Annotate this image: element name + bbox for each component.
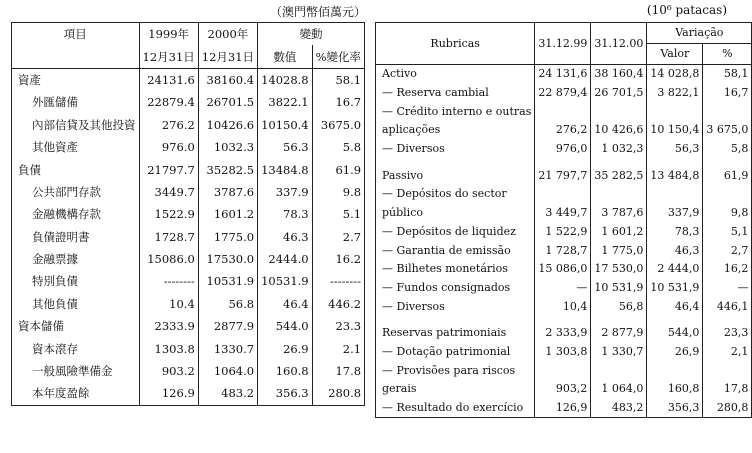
change-value: 2444.0 <box>258 248 313 270</box>
change-value: 56,3 <box>647 140 703 159</box>
table-row <box>12 91 365 113</box>
change-pct: 61.9 <box>312 158 364 180</box>
table-row <box>376 260 752 279</box>
value-2000: 35282.5 <box>198 158 257 180</box>
value-1999: 3 449,7 <box>535 204 591 223</box>
table-row <box>376 204 752 223</box>
header-variacao: Variação <box>647 23 752 44</box>
change-pct: 16,2 <box>703 260 752 279</box>
row-label: — Depósitos de liquidez <box>382 224 516 238</box>
row-label: — Fundos consignados <box>382 280 511 294</box>
row-label: aplicações <box>382 123 441 137</box>
value-2000: 2877.9 <box>198 315 257 337</box>
table-row <box>12 68 365 91</box>
table-body-pt <box>376 65 752 418</box>
change-value: 544,0 <box>647 324 703 343</box>
value-2000: 26701.5 <box>198 91 257 113</box>
spacer-cell <box>703 316 752 324</box>
table-row <box>376 361 752 380</box>
value-1999: 1 303,8 <box>535 343 591 362</box>
table-row <box>12 315 365 337</box>
header-rubricas: Rubricas <box>376 23 535 65</box>
header-date-2000: 31.12.00 <box>591 23 647 65</box>
change-value: 356,3 <box>647 399 703 418</box>
value-1999: 15086.0 <box>139 248 198 270</box>
change-pct: 280,8 <box>703 399 752 418</box>
table-row <box>376 65 752 84</box>
table-row <box>376 185 752 204</box>
table-row <box>376 399 752 418</box>
change-pct: 16,7 <box>703 84 752 103</box>
header-2000: 2000年 <box>198 23 257 46</box>
change-pct: 9.8 <box>312 181 364 203</box>
table-row <box>376 102 752 121</box>
value-1999: — <box>535 279 591 298</box>
value-1999: 976,0 <box>535 140 591 159</box>
table-row <box>376 223 752 242</box>
change-value: 46.4 <box>258 293 313 315</box>
change-value: 14028.8 <box>258 68 313 91</box>
row-label: 其他資產 <box>32 140 78 155</box>
spacer-cell <box>591 158 647 166</box>
value-1999 <box>535 361 591 380</box>
change-value: 26.9 <box>258 337 313 359</box>
header-value: 數值 <box>258 45 313 68</box>
header-1999: 1999年 <box>139 23 198 46</box>
header-date-1999: 31.12.99 <box>535 23 591 65</box>
change-value: 78,3 <box>647 223 703 242</box>
value-2000: 35 282,5 <box>591 166 647 185</box>
table-row <box>376 121 752 140</box>
balance-sheet-table-pt <box>375 22 752 418</box>
row-label: 資本儲備 <box>18 319 64 334</box>
header-date-2000: 12月31日 <box>198 45 257 68</box>
change-pct: 5,1 <box>703 223 752 242</box>
change-pct <box>703 361 752 380</box>
change-pct: 9,8 <box>703 204 752 223</box>
change-value: 160.8 <box>258 360 313 382</box>
change-pct: 58,1 <box>703 65 752 84</box>
change-pct: 23,3 <box>703 324 752 343</box>
change-pct: 2,7 <box>703 241 752 260</box>
table-row <box>12 114 365 136</box>
value-1999: 1 728,7 <box>535 241 591 260</box>
value-2000: 10 531,9 <box>591 279 647 298</box>
value-2000: 10531.9 <box>198 270 257 292</box>
row-label: 資產 <box>18 72 41 87</box>
value-1999: 21797.7 <box>139 158 198 180</box>
row-label: — Crédito interno e outras <box>382 104 532 118</box>
value-1999: 24 131,6 <box>535 65 591 84</box>
change-pct: 3 675,0 <box>703 121 752 140</box>
value-2000: 56,8 <box>591 297 647 316</box>
value-2000: 1 601,2 <box>591 223 647 242</box>
table-row <box>376 241 752 260</box>
table-row <box>376 279 752 298</box>
change-value: 337.9 <box>258 181 313 203</box>
change-pct: 5.1 <box>312 203 364 225</box>
row-label: 公共部門存款 <box>32 184 101 199</box>
change-pct <box>703 185 752 204</box>
row-label: — Diversos <box>382 142 445 156</box>
row-label: — Dotação patrimonial <box>382 344 511 358</box>
change-value: 2 444,0 <box>647 260 703 279</box>
value-2000: 10426.6 <box>198 114 257 136</box>
table-row <box>376 380 752 399</box>
change-value: 356.3 <box>258 382 313 405</box>
value-2000: 1064.0 <box>198 360 257 382</box>
change-pct: 2.1 <box>312 337 364 359</box>
row-label: 本年度盈餘 <box>32 386 90 401</box>
value-1999: 903,2 <box>535 380 591 399</box>
value-1999: 10,4 <box>535 297 591 316</box>
value-1999: 10.4 <box>139 293 198 315</box>
table-row <box>12 136 365 158</box>
table-row <box>12 293 365 315</box>
change-pct: 5,8 <box>703 140 752 159</box>
value-2000 <box>591 185 647 204</box>
value-1999: 976.0 <box>139 136 198 158</box>
spacer-cell <box>591 316 647 324</box>
change-pct <box>703 102 752 121</box>
value-2000 <box>591 102 647 121</box>
value-2000: 56.8 <box>198 293 257 315</box>
change-value: 14 028,8 <box>647 65 703 84</box>
value-1999: -------- <box>139 270 198 292</box>
value-1999 <box>535 185 591 204</box>
change-value: 56.3 <box>258 136 313 158</box>
spacer-row <box>376 158 752 166</box>
row-label: 外匯儲備 <box>32 95 78 110</box>
value-1999: 21 797,7 <box>535 166 591 185</box>
row-label: Activo <box>382 67 417 81</box>
change-pct: 61,9 <box>703 166 752 185</box>
change-value: 46,3 <box>647 241 703 260</box>
change-pct: -------- <box>312 270 364 292</box>
change-value: 10531.9 <box>258 270 313 292</box>
table-row <box>376 324 752 343</box>
row-label: 內部信貸及其他投資 <box>32 117 136 132</box>
row-label: 一般風險準備金 <box>32 364 113 379</box>
row-label: público <box>382 206 423 220</box>
value-1999: 1 522,9 <box>535 223 591 242</box>
value-1999: 22 879,4 <box>535 84 591 103</box>
change-value: 3 822,1 <box>647 84 703 103</box>
table-row <box>12 382 365 405</box>
spacer-cell <box>376 316 535 324</box>
change-pct: 2.7 <box>312 226 364 248</box>
value-1999: 126,9 <box>535 399 591 418</box>
row-label: Passivo <box>382 168 424 182</box>
table-row <box>376 343 752 362</box>
change-value <box>647 361 703 380</box>
value-2000: 2 877,9 <box>591 324 647 343</box>
value-2000: 17 530,0 <box>591 260 647 279</box>
row-label: — Depósitos do sector <box>382 187 507 201</box>
value-1999: 15 086,0 <box>535 260 591 279</box>
row-label: 資本滾存 <box>32 341 78 356</box>
value-2000: 1032.3 <box>198 136 257 158</box>
value-2000: 3 787,6 <box>591 204 647 223</box>
spacer-cell <box>376 158 535 166</box>
value-2000: 1 064,0 <box>591 380 647 399</box>
row-label: — Bilhetes monetários <box>382 262 508 276</box>
value-2000: 1330.7 <box>198 337 257 359</box>
value-2000: 1601.2 <box>198 203 257 225</box>
value-2000: 26 701,5 <box>591 84 647 103</box>
change-pct: 446.2 <box>312 293 364 315</box>
value-1999: 276.2 <box>139 114 198 136</box>
change-pct: 280.8 <box>312 382 364 405</box>
value-2000 <box>591 361 647 380</box>
row-label: — Provisões para riscos <box>382 363 516 377</box>
value-1999: 1728.7 <box>139 226 198 248</box>
header-change: 變動 <box>258 23 365 46</box>
table-row <box>12 203 365 225</box>
change-value: 160,8 <box>647 380 703 399</box>
change-value: 10 150,4 <box>647 121 703 140</box>
table-row <box>376 140 752 159</box>
value-2000: 38 160,4 <box>591 65 647 84</box>
value-2000: 1 330,7 <box>591 343 647 362</box>
change-value <box>647 102 703 121</box>
change-value: 13 484,8 <box>647 166 703 185</box>
change-value: 3822.1 <box>258 91 313 113</box>
value-1999: 24131.6 <box>139 68 198 91</box>
table-row <box>12 158 365 180</box>
row-label: 負債 <box>18 162 41 177</box>
change-value: 26,9 <box>647 343 703 362</box>
table-row <box>12 226 365 248</box>
change-pct: 5.8 <box>312 136 364 158</box>
header-item: 項目 <box>12 23 140 69</box>
change-value: 10150.4 <box>258 114 313 136</box>
table-row <box>376 166 752 185</box>
change-pct: 23.3 <box>312 315 364 337</box>
change-pct: 3675.0 <box>312 114 364 136</box>
change-value: 10 531,9 <box>647 279 703 298</box>
row-label: 金融票據 <box>32 252 78 267</box>
unit-label-zh: （澳門幣佰萬元） <box>270 5 367 19</box>
table-body-zh <box>12 68 365 405</box>
row-label: — Diversos <box>382 299 445 313</box>
spacer-cell <box>647 316 703 324</box>
value-1999: 2333.9 <box>139 315 198 337</box>
row-label: Reservas patrimoniais <box>382 326 507 340</box>
change-pct: 16.7 <box>312 91 364 113</box>
change-pct: 58.1 <box>312 68 364 91</box>
row-label: 其他負債 <box>32 296 78 311</box>
change-value: 46.3 <box>258 226 313 248</box>
row-label: gerais <box>382 382 417 396</box>
row-label: 金融機構存款 <box>32 207 101 222</box>
spacer-cell <box>535 316 591 324</box>
value-1999: 276,2 <box>535 121 591 140</box>
balance-sheet-table-zh <box>11 22 365 406</box>
change-pct: — <box>703 279 752 298</box>
spacer-cell <box>647 158 703 166</box>
table-row <box>12 248 365 270</box>
change-value <box>647 185 703 204</box>
change-pct: 16.2 <box>312 248 364 270</box>
row-label: 特別負債 <box>32 274 78 289</box>
value-1999: 2 333,9 <box>535 324 591 343</box>
change-value: 544.0 <box>258 315 313 337</box>
table-row <box>12 337 365 359</box>
value-1999: 3449.7 <box>139 181 198 203</box>
spacer-cell <box>703 158 752 166</box>
header-valor: Valor <box>647 44 703 65</box>
change-value: 13484.8 <box>258 158 313 180</box>
unit-label-pt: (10⁶ patacas) <box>646 3 727 17</box>
change-value: 337,9 <box>647 204 703 223</box>
value-2000: 483,2 <box>591 399 647 418</box>
value-1999: 1303.8 <box>139 337 198 359</box>
value-1999: 126.9 <box>139 382 198 405</box>
value-2000: 3787.6 <box>198 181 257 203</box>
change-pct: 17.8 <box>312 360 364 382</box>
table-row <box>376 297 752 316</box>
value-2000: 17530.0 <box>198 248 257 270</box>
value-2000: 38160.4 <box>198 68 257 91</box>
value-2000: 483.2 <box>198 382 257 405</box>
row-label: — Garantia de emissão <box>382 243 511 257</box>
row-label: — Resultado do exercício <box>382 401 524 415</box>
value-2000: 1775.0 <box>198 226 257 248</box>
value-1999: 903.2 <box>139 360 198 382</box>
table-row <box>12 270 365 292</box>
value-1999 <box>535 102 591 121</box>
table-row <box>12 360 365 382</box>
header-pct: % <box>703 44 752 65</box>
change-value: 46,4 <box>647 297 703 316</box>
row-label: — Reserva cambial <box>382 86 489 100</box>
row-label: 負債證明書 <box>32 229 90 244</box>
table-row <box>376 84 752 103</box>
value-2000: 10 426,6 <box>591 121 647 140</box>
change-pct: 446,1 <box>703 297 752 316</box>
value-1999: 22879.4 <box>139 91 198 113</box>
spacer-row <box>376 316 752 324</box>
header-date-1999: 12月31日 <box>139 45 198 68</box>
change-value: 78.3 <box>258 203 313 225</box>
table-row <box>12 181 365 203</box>
header-pct: %變化率 <box>312 45 364 68</box>
value-1999: 1522.9 <box>139 203 198 225</box>
spacer-cell <box>535 158 591 166</box>
change-pct: 2,1 <box>703 343 752 362</box>
value-2000: 1 775,0 <box>591 241 647 260</box>
change-pct: 17,8 <box>703 380 752 399</box>
value-2000: 1 032,3 <box>591 140 647 159</box>
